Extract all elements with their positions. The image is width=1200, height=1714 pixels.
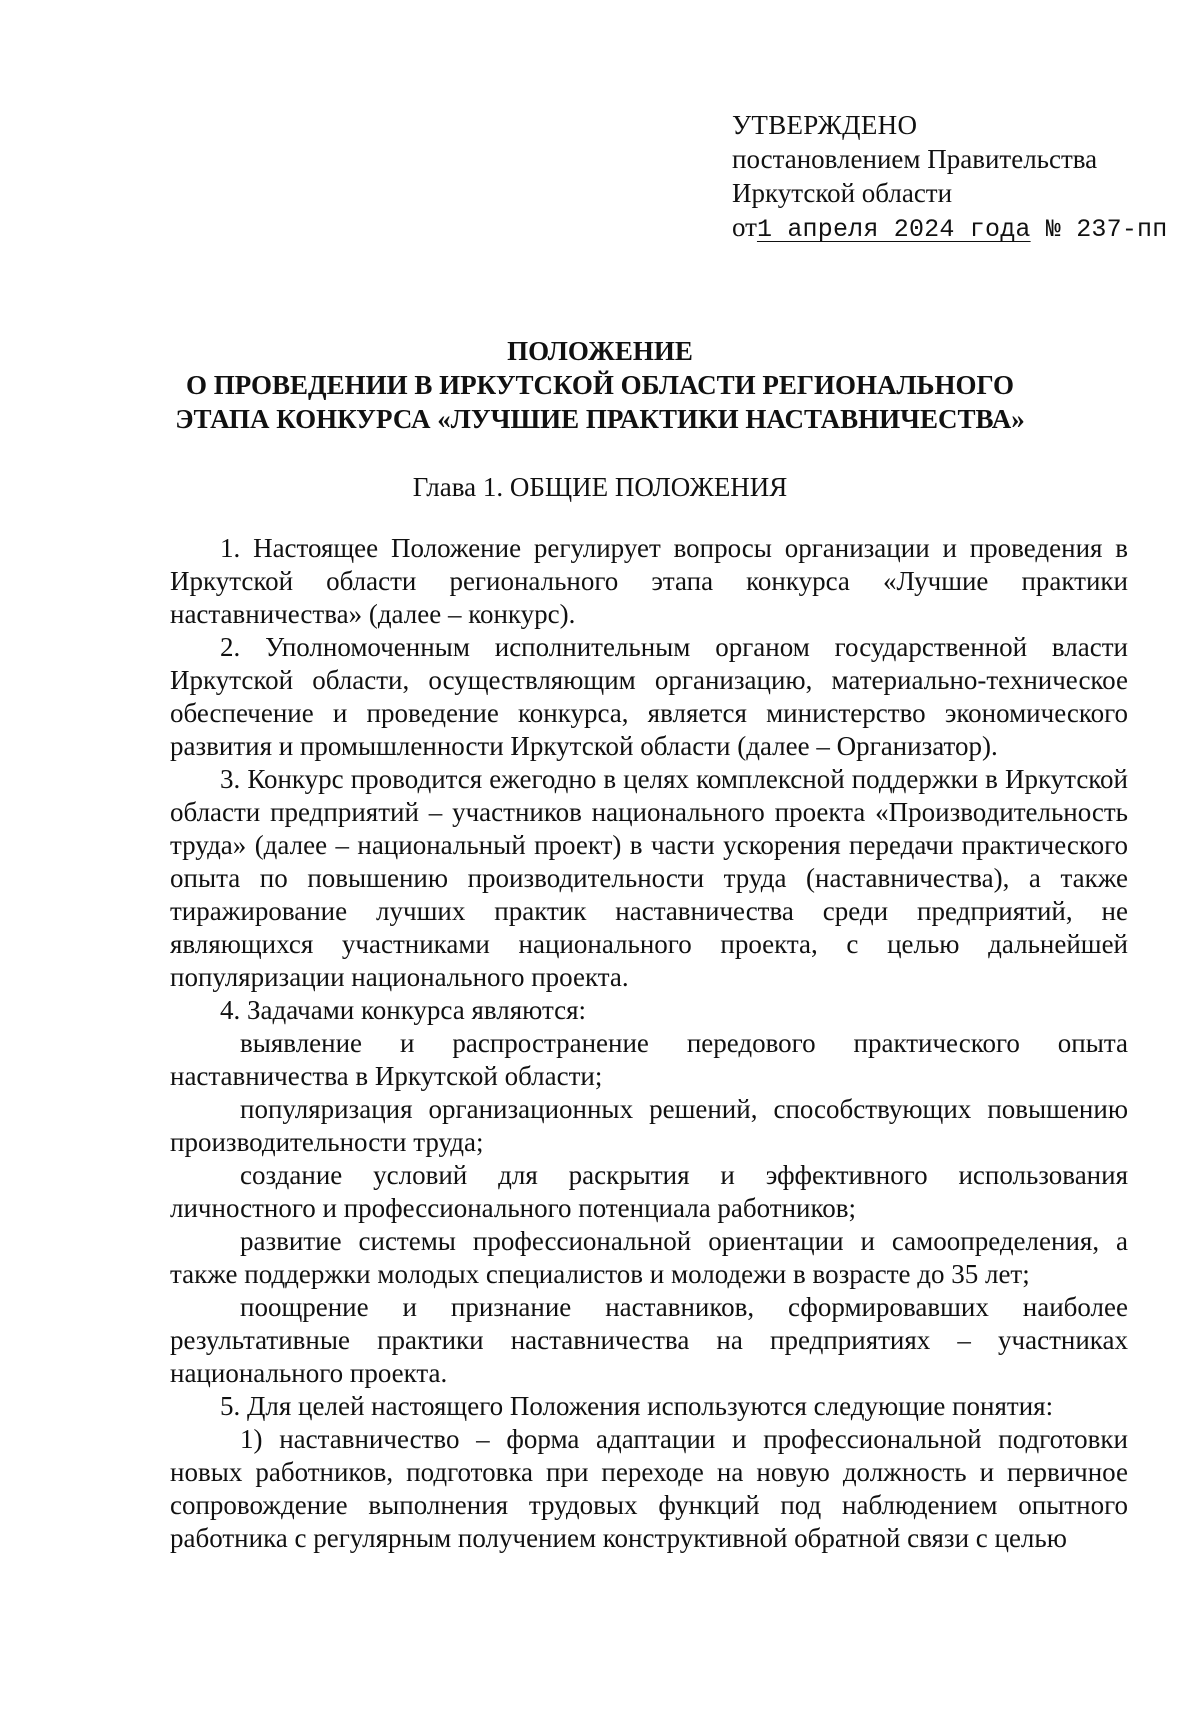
paragraph-1: 1. Настоящее Положение регулирует вопросы организации и проведения в Иркутской области регионального этапа конкурса «Лучшие практики наставничества» (далее – конкурс).: [170, 533, 1128, 629]
paragraph-2: 2. Уполномоченным исполнительным органом государственной власти Иркутской области, осуществляющим организацию, материально-техническое обеспечение и проведение конкурса, является министерство экономического развития и промышленности Иркутской области (далее – Организатор).: [170, 632, 1128, 761]
approval-region-line: Иркутской области: [732, 178, 953, 208]
task-item-5: поощрение и признание наставников, сформировавших наиболее результативные практики наставничества на предприятиях – участниках национального проекта.: [170, 1292, 1128, 1388]
approval-title: УТВЕРЖДЕНО: [732, 110, 918, 140]
task-item-2: популяризация организационных решений, способствующих повышению производительности труда;: [170, 1094, 1128, 1157]
approval-block: [732, 108, 1167, 247]
approval-number-value: № 237-пп: [1030, 215, 1168, 244]
approval-date-line: [732, 210, 1167, 247]
paragraph-4: 4. Задачами конкурса являются:: [220, 995, 587, 1025]
approval-date-value: 1 апреля 2024 года: [756, 215, 1031, 244]
paragraph-5: 5. Для целей настоящего Положения используются следующие понятия:: [220, 1391, 1054, 1421]
heading-line-2: О ПРОВЕДЕНИИ В ИРКУТСКОЙ ОБЛАСТИ РЕГИОНАЛЬНОГО: [185, 370, 1015, 400]
document-body: [170, 532, 1128, 1555]
task-item-1: выявление и распространение передового практического опыта наставничества в Иркутской области;: [170, 1028, 1128, 1091]
approval-resolution-line: постановлением Правительства: [732, 144, 1098, 174]
heading-line-3: ЭТАПА КОНКУРСА «ЛУЧШИЕ ПРАКТИКИ НАСТАВНИЧЕСТВА»: [175, 404, 1025, 434]
task-item-3: создание условий для раскрытия и эффективного использования личностного и профессионального потенциала работников;: [170, 1160, 1128, 1223]
approval-date-prefix: от: [732, 212, 757, 242]
document-heading: [0, 334, 1200, 436]
heading-line-1: ПОЛОЖЕНИЕ: [507, 336, 693, 366]
definition-item-1: 1) наставничество – форма адаптации и профессиональной подготовки новых работников, подготовка при переходе на новую должность и первичное сопровождение выполнения трудовых функций под наблюдением опытного работника с регулярным получением конструктивной обратной связи с целью: [170, 1424, 1128, 1553]
paragraph-3: 3. Конкурс проводится ежегодно в целях комплексной поддержки в Иркутской области предприятий – участников национального проекта «Производительность труда» (далее – национальный проект) в части ускорения передачи практического опыта по повышению производительности труда (наставничества), а также тиражирование лучших практик наставничества среди предприятий, не являющихся участниками национального проекта, с целью дальнейшей популяризации национального проекта.: [170, 764, 1128, 992]
task-item-4: развитие системы профессиональной ориентации и самоопределения, а также поддержки молодых специалистов и молодежи в возрасте до 35 лет;: [170, 1226, 1128, 1289]
chapter-title: Глава 1. ОБЩИЕ ПОЛОЖЕНИЯ: [412, 472, 788, 502]
